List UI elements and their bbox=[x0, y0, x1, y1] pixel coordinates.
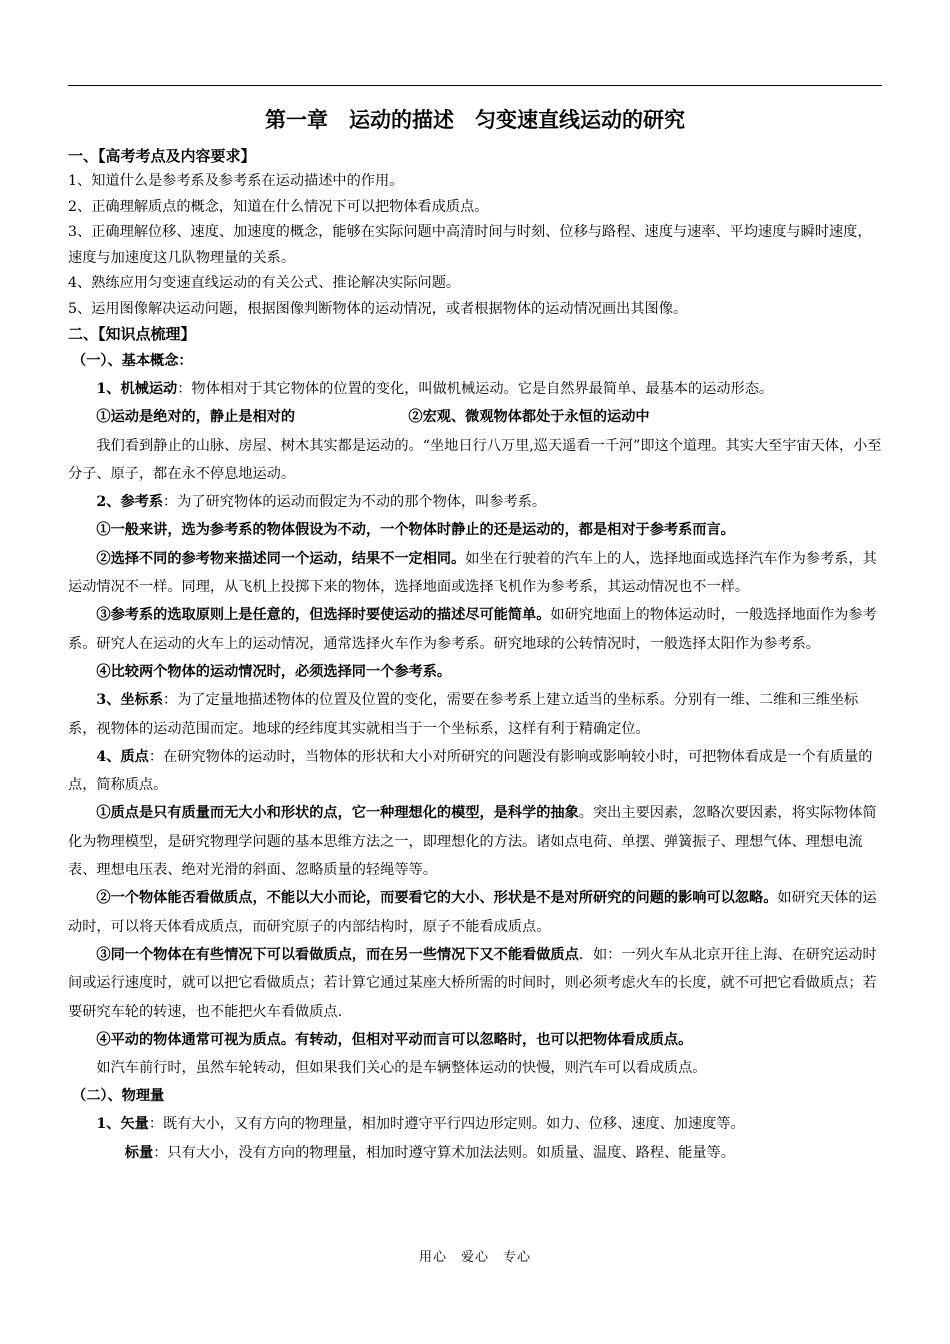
particle-point-1-bold: ①质点是只有质量而无大小和形状的点，它一种理想化的模型，是科学的抽象 bbox=[96, 805, 579, 822]
particle-point-3 bbox=[68, 941, 882, 1026]
concept-reference-frame bbox=[68, 488, 882, 516]
concept-text: ：在研究物体的运动时，当物体的形状和大小对所研究的问题没有影响或影响较小时，可把物体看成是一个有质量的点，简称质点。 bbox=[68, 748, 873, 794]
subsection-physical-quantities: （二）、物理量 bbox=[72, 1088, 165, 1105]
chapter-title: 第一章 运动的描述 匀变速直线运动的研究 bbox=[265, 107, 685, 132]
particle-point-2-bold: ②一个物体能否看做质点，不能以大小而论，而要看它的大小、形状是不是对所研究的问题的影响可以忽略。 bbox=[96, 890, 778, 907]
particle-point-2-text: 如研究天体的运动时，可以将天体看成质点，而研究原子的内部结构时，原子不能看成质点。 bbox=[68, 890, 877, 935]
document-body bbox=[68, 98, 882, 1167]
section-heading-requirements: 一、【高考考点及内容要求】 bbox=[68, 147, 256, 165]
motion-point-2: ②宏观、微观物体都处于永恒的运动中 bbox=[408, 409, 650, 426]
section-heading-knowledge: 二、【知识点梳理】 bbox=[68, 325, 196, 343]
concept-text: ：为了定量地描述物体的位置及位置的变化，需要在参考系上建立适当的坐标系。分别有一维、二维和三维坐标系，视物体的运动范围而定。地球的经纬度其实就相当于一个坐标系，这样有利于精确定位。 bbox=[68, 692, 859, 737]
concept-mechanical-motion bbox=[68, 375, 882, 403]
reference-point-4: ④比较两个物体的运动情况时，必须选择同一个参考系。 bbox=[96, 663, 452, 680]
quantity-vector bbox=[68, 1110, 882, 1138]
reference-point-2 bbox=[68, 545, 882, 602]
header-rule bbox=[68, 85, 882, 86]
quantity-text: ：只有大小，没有方向的物理量，相加时遵守算术加法法则。如质量、温度、路程、能量等。 bbox=[153, 1144, 735, 1161]
particle-point-3-text: ．如：一列火车从北京开往上海、在研究运动时间或运行速度时，就可以把它看做质点；若计算它通过某座大桥所需的时间时，则必须考虑火车的长度，就不可把它看做质点；若要研究车轮的转速，也不能把火车看做质点. bbox=[68, 946, 877, 1020]
particle-example: 如汽车前行时，虽然车轮转动，但如果我们关心的是车辆整体运动的快慢，则汽车可以看成质点。 bbox=[96, 1060, 707, 1077]
page-footer: 用心 爱心 专心 bbox=[418, 1250, 531, 1265]
motion-points bbox=[68, 403, 882, 431]
reference-point-1: ①一般来讲，选为参考系的物体假设为不动，一个物体时静止的还是运动的，都是相对于参考系而言。 bbox=[96, 522, 735, 539]
quantity-label: 标量 bbox=[124, 1144, 154, 1161]
reference-point-3 bbox=[68, 601, 882, 658]
motion-paragraph: 我们看到静止的山脉、房屋、树木其实都是运动的。“坐地日行八万里,巡天遥看一千河”即这个道理。其实大至宇宙天体，小至分子、原子，都在永不停息地运动。 bbox=[68, 437, 882, 482]
requirement-item: 3、正确理解位移、速度、加速度的概念，能够在实际问题中高清时间与时刻、位移与路程、速度与速率、平均速度与瞬时速度，速度与加速度这几队物理量的关系。 bbox=[68, 224, 872, 266]
reference-point-2-bold: ②选择不同的参考物来描述同一个运动，结果不一定相同。 bbox=[96, 550, 466, 567]
requirement-item: 4、熟练应用匀变速直线运动的有关公式、推论解决实际问题。 bbox=[68, 275, 461, 291]
requirement-item: 1、知道什么是参考系及参考系在运动描述中的作用。 bbox=[68, 173, 404, 189]
quantity-scalar bbox=[68, 1139, 882, 1167]
concept-label: 4、质点 bbox=[96, 748, 149, 765]
concept-label: 2、参考系 bbox=[96, 494, 164, 511]
concept-coordinate-system bbox=[68, 686, 882, 743]
particle-point-2 bbox=[68, 884, 882, 941]
concept-label: 3、坐标系 bbox=[96, 692, 164, 709]
concept-label: 1、机械运动 bbox=[96, 381, 178, 397]
particle-point-1-text: 。突出主要因素，忽略次要因素，将实际物体简化为物理模型，是研究物理学问题的基本思维方法之一，即理想化的方法。诸如点电荷、单摆、弹簧振子、理想气体、理想电流表、理想电压表、绝对光滑的斜面、忽略质量的轻绳等等。 bbox=[68, 805, 877, 879]
quantity-label: 1、矢量 bbox=[96, 1116, 149, 1133]
reference-point-3-text: 如研究地面上的物体运动时，一般选择地面作为参考系。研究人在运动的火车上的运动情况，通常选择火车作为参考系。研究地球的公转情况时，一般选择太阳作为参考系。 bbox=[68, 607, 877, 652]
subsection-basic-concepts: （一）、基本概念： bbox=[72, 353, 193, 369]
motion-point-1: ①运动是绝对的，静止是相对的 bbox=[96, 409, 296, 426]
reference-point-3-bold: ③参考系的选取原则上是任意的，但选择时要使运动的描述尽可能简单。 bbox=[96, 607, 551, 624]
particle-point-4: ④平动的物体通常可视为质点。有转动，但相对平动而言可以忽略时，也可以把物体看成质点。 bbox=[96, 1031, 693, 1048]
concept-text: ：为了研究物体的运动而假定为不动的那个物体，叫参考系。 bbox=[163, 494, 547, 511]
reference-point-2-text: 如坐在行驶着的汽车上的人，选择地面或选择汽车作为参考系，其运动情况不一样。同理，从飞机上投掷下来的物体，选择地面或选择飞机作为参考系，其运动情况也不一样。 bbox=[68, 550, 877, 596]
particle-point-1 bbox=[68, 799, 882, 884]
requirement-item: 5、运用图像解决运动问题，根据图像判断物体的运动情况，或者根据物体的运动情况画出其图像。 bbox=[68, 300, 688, 317]
concept-particle bbox=[68, 743, 882, 800]
quantity-text: ：既有大小，又有方向的物理量，相加时遵守平行四边形定则。如力、位移、速度、加速度等。 bbox=[148, 1116, 745, 1133]
particle-point-3-bold: ③同一个物体在有些情况下可以看做质点，而在另一些情况下又不能看做质点 bbox=[96, 946, 579, 963]
requirement-item: 2、正确理解质点的概念，知道在什么情况下可以把物体看成质点。 bbox=[68, 198, 489, 215]
concept-text: ：物体相对于其它物体的位置的变化，叫做机械运动。它是自然界最简单、最基本的运动形态。 bbox=[177, 381, 774, 397]
